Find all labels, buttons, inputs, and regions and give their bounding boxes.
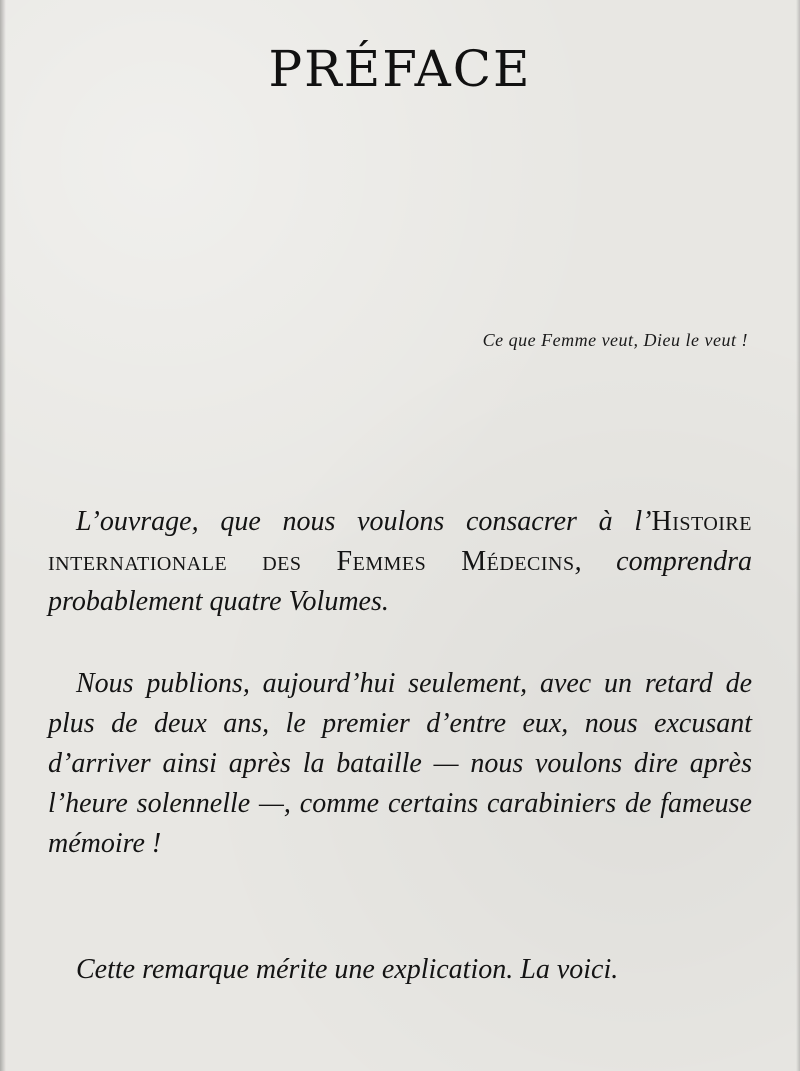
paragraph-1-text-after: , comprendra probablement quatre Volumes.: [48, 546, 752, 617]
paragraph-1: [48, 502, 752, 622]
paragraph-3: Cette remarque mérite une explication. La voici.: [76, 954, 619, 985]
page-title: PRÉFACE: [268, 40, 532, 98]
paragraph-1-text-before: L’ouvrage, que nous voulons consacrer à l’: [76, 506, 652, 537]
page-edge-shadow-right: [796, 0, 800, 1071]
paragraph-2: Nous publions, aujourd’hui seulement, avec un retard de plus de deux ans, le premier d’entre eux, nous excusant d’arriver ainsi après la bataille — nous voulons dire après l’heure solennelle —, comme certains carabiniers de fameuse mémoire !: [48, 668, 752, 859]
epigraph: Ce que Femme veut, Dieu le veut !: [482, 330, 748, 350]
page-edge-shadow-left: [0, 0, 6, 1071]
paragraph-1-smallcaps-title: Histoire internationale des Femmes Médecins: [48, 506, 752, 577]
